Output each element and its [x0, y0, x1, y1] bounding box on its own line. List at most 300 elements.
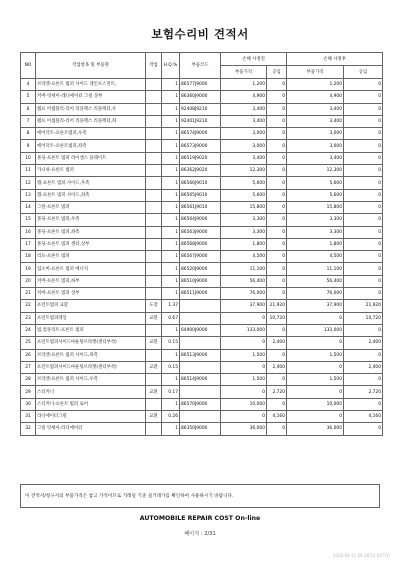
row-item-name: 프런트범퍼 교환	[36, 300, 146, 312]
row-part-code: 86511J9000	[180, 288, 221, 300]
row-part-code	[180, 411, 221, 423]
row-hq: 1	[162, 238, 180, 250]
row-parts-price-before: 0	[221, 386, 267, 398]
row-hq: 1	[162, 115, 180, 127]
row-part-code: 86564J9000	[180, 214, 221, 226]
row-labor-after: 21,920	[344, 300, 383, 312]
row-no: 17	[21, 238, 36, 250]
row-labor-after: 0	[344, 398, 383, 410]
row-parts-price-before: 36,000	[221, 423, 267, 435]
row-parts-price-after: 10,000	[287, 398, 344, 410]
row-labor-after: 0	[344, 177, 383, 189]
row-item-name: 프런트범퍼사이드마운팅브라켓(센더부착)	[36, 337, 146, 349]
row-hq: 1	[162, 165, 180, 177]
row-no: 28	[21, 374, 36, 386]
row-part-code: 86360J9000	[180, 91, 221, 103]
row-hq: 1	[162, 263, 180, 275]
row-part-code: 86574J9000	[180, 128, 221, 140]
row-labor-after: 0	[344, 349, 383, 361]
row-item-name: 몰딩-프론트 범퍼 라이센스 플레이트	[36, 152, 146, 164]
table-body	[21, 79, 383, 436]
header-after-assessment: 손해 사정후	[287, 53, 383, 66]
row-parts-price-before: 1,500	[221, 374, 267, 386]
row-parts-price-before: 0	[221, 337, 267, 349]
row-no: 27	[21, 361, 36, 373]
row-parts-price-after: 12,300	[287, 165, 344, 177]
row-item-name: 에어덕트-프론트범퍼,좌측	[36, 140, 146, 152]
row-hq: 0.26	[162, 411, 180, 423]
row-labor-before: 0	[267, 288, 287, 300]
row-work	[146, 201, 162, 213]
row-parts-price-after: 3,300	[287, 214, 344, 226]
row-labor-after: 0	[344, 238, 383, 250]
row-no: 26	[21, 349, 36, 361]
row-labor-after: 0	[344, 140, 383, 152]
row-parts-price-after: 1,500	[287, 349, 344, 361]
row-work	[146, 349, 162, 361]
table-row	[21, 238, 383, 250]
row-parts-price-before: 4,900	[221, 91, 267, 103]
row-parts-price-after: 37,900	[287, 300, 344, 312]
row-item-name: 프런트범퍼레일	[36, 312, 146, 324]
row-labor-after: 2,400	[344, 361, 383, 373]
table-row	[21, 423, 383, 435]
row-hq: 1	[162, 140, 180, 152]
row-hq: 1	[162, 91, 180, 103]
row-labor-after: 10,720	[344, 312, 383, 324]
row-labor-before: 0	[267, 140, 287, 152]
row-item-name: 몰딩-프론트 범퍼,좌측	[36, 226, 146, 238]
row-parts-price-before: 0	[221, 411, 267, 423]
row-parts-price-after: 3,400	[287, 103, 344, 115]
row-no: 16	[21, 226, 36, 238]
row-hq: 1.37	[162, 300, 180, 312]
row-labor-after: 0	[344, 165, 383, 177]
row-labor-before: 0	[267, 324, 287, 336]
row-no: 19	[21, 263, 36, 275]
row-item-name: 몰딩-프론트 범퍼,우측	[36, 214, 146, 226]
row-hq: 1	[162, 128, 180, 140]
row-parts-price-after: 3,300	[287, 226, 344, 238]
header-before-assessment: 손해 사정전	[221, 53, 287, 66]
row-parts-price-before: 0	[221, 361, 267, 373]
row-part-code: 86362J9020	[180, 165, 221, 177]
row-work: 교환	[146, 337, 162, 349]
row-labor-after: 0	[344, 115, 383, 127]
row-parts-price-before: 3,000	[221, 128, 267, 140]
row-parts-price-before: 3,400	[221, 103, 267, 115]
row-labor-after: 0	[344, 288, 383, 300]
row-labor-before: 0	[267, 177, 287, 189]
row-labor-after: 0	[344, 103, 383, 115]
header-labor-before: 공임	[267, 66, 287, 79]
row-hq: 1	[162, 398, 180, 410]
row-parts-price-after: 0	[287, 337, 344, 349]
row-parts-price-before: 3,400	[221, 152, 267, 164]
row-parts-price-before: 5,600	[221, 189, 267, 201]
row-labor-after: 0	[344, 263, 383, 275]
row-parts-price-after: 0	[287, 411, 344, 423]
row-item-name: 스티커너-프론트 범퍼 로어	[36, 398, 146, 410]
row-hq: 0.67	[162, 312, 180, 324]
row-item-name: 리프-프론트 범퍼	[36, 251, 146, 263]
row-work	[146, 91, 162, 103]
row-hq: 1	[162, 374, 180, 386]
header-part-code: 부품코드	[180, 53, 221, 79]
row-item-name: 라디에이터그릴	[36, 411, 146, 423]
row-work	[146, 140, 162, 152]
row-work	[146, 177, 162, 189]
row-hq: 1	[162, 79, 180, 91]
row-labor-before: 0	[267, 238, 287, 250]
row-no: 4	[21, 79, 36, 91]
row-hq: 1	[162, 189, 180, 201]
row-part-code: 86514J9000	[180, 374, 221, 386]
row-no: 23	[21, 312, 36, 324]
row-labor-before: 2,400	[267, 337, 287, 349]
row-part-code: 86570J9000	[180, 398, 221, 410]
row-labor-after: 2,400	[344, 337, 383, 349]
row-parts-price-after: 11,100	[287, 263, 344, 275]
row-labor-before: 10,720	[267, 312, 287, 324]
row-labor-after: 2,720	[344, 386, 383, 398]
row-work	[146, 398, 162, 410]
row-labor-after: 0	[344, 423, 383, 435]
page-number: 페이지 : 2/31	[184, 531, 216, 537]
row-labor-before: 0	[267, 91, 287, 103]
row-hq: 0.17	[162, 386, 180, 398]
row-item-name: 커버-프론트 범퍼 상부	[36, 288, 146, 300]
row-item-name: 램프 어셈블리-리어 리플렉스 리플렉터,좌	[36, 115, 146, 127]
row-parts-price-after: 1,200	[287, 79, 344, 91]
row-work	[146, 165, 162, 177]
row-work	[146, 226, 162, 238]
row-labor-before: 0	[267, 103, 287, 115]
row-parts-price-after: 3,000	[287, 140, 344, 152]
row-part-code: 86510J9000	[180, 275, 221, 287]
row-labor-after: 0	[344, 79, 383, 91]
header-parts-price-before: 부품가격	[221, 66, 267, 79]
row-hq: 1	[162, 288, 180, 300]
row-part-code	[180, 361, 221, 373]
header-item-name: 작업항목 및 부품명	[36, 53, 146, 79]
table-row	[21, 165, 383, 177]
row-labor-before: 0	[267, 226, 287, 238]
row-part-code: 86519J9020	[180, 152, 221, 164]
row-parts-price-before: 1,500	[221, 349, 267, 361]
row-hq: 1	[162, 324, 180, 336]
row-hq: 1	[162, 103, 180, 115]
row-item-name: 빔,컴플리트-프론트 범퍼	[36, 324, 146, 336]
row-no: 21	[21, 288, 36, 300]
row-labor-before: 0	[267, 128, 287, 140]
row-work	[146, 374, 162, 386]
header-work: 작업	[146, 53, 162, 79]
table-row	[21, 91, 383, 103]
row-hq: 1	[162, 226, 180, 238]
header-parts-price-after: 부품가격	[287, 66, 344, 79]
row-part-code	[180, 386, 221, 398]
row-parts-price-after: 3,400	[287, 115, 344, 127]
row-labor-after: 0	[344, 275, 383, 287]
row-parts-price-before: 1,200	[221, 79, 267, 91]
row-parts-price-after: 36,000	[287, 423, 344, 435]
row-no: 24	[21, 324, 36, 336]
row-parts-price-after: 1,800	[287, 238, 344, 250]
row-work: 교환	[146, 411, 162, 423]
table-row	[21, 275, 383, 287]
row-part-code: 86350J9000	[180, 423, 221, 435]
row-item-name: 램프 어셈블리-리어 리플렉스 리플렉터,우	[36, 103, 146, 115]
table-row	[21, 201, 383, 213]
table-row	[21, 288, 383, 300]
row-parts-price-after: 3,400	[287, 152, 344, 164]
row-hq: 1	[162, 177, 180, 189]
price-notice: 이 견적서/청구서의 부품가격은 참고 가격이므로 거래일 기준 실거래가를 확인하여 사용하시기 바랍니다.	[20, 484, 380, 508]
row-work	[146, 423, 162, 435]
row-no: 15	[21, 214, 36, 226]
table-row	[21, 312, 383, 324]
row-no: 30	[21, 398, 36, 410]
row-labor-before: 0	[267, 251, 287, 263]
row-part-code	[180, 300, 221, 312]
row-parts-price-after: 0	[287, 361, 344, 373]
row-item-name: 브라켓-프론트 범퍼 사이드,좌측	[36, 349, 146, 361]
row-part-code: 86567J9000	[180, 251, 221, 263]
row-labor-after: 0	[344, 91, 383, 103]
row-labor-before: 0	[267, 423, 287, 435]
row-work	[146, 152, 162, 164]
row-work	[146, 288, 162, 300]
table-row	[21, 214, 383, 226]
row-no: 14	[21, 201, 36, 213]
row-part-code: 86577J9000	[180, 79, 221, 91]
row-parts-price-before: 3,300	[221, 214, 267, 226]
row-work	[146, 128, 162, 140]
row-parts-price-after: 4,500	[287, 251, 344, 263]
row-parts-price-after: 0	[287, 386, 344, 398]
row-labor-before: 0	[267, 374, 287, 386]
row-labor-after: 4,160	[344, 411, 383, 423]
row-labor-before: 2,720	[267, 386, 287, 398]
row-parts-price-before: 3,400	[221, 115, 267, 127]
row-no: 20	[21, 275, 36, 287]
row-item-name: 그릴-프론트 범퍼	[36, 201, 146, 213]
row-hq: 1	[162, 349, 180, 361]
row-labor-before: 0	[267, 349, 287, 361]
row-parts-price-before: 12,300	[221, 165, 267, 177]
row-item-name: 프런트범퍼사이드마운팅브라켓(센더부착)	[36, 361, 146, 373]
row-work	[146, 103, 162, 115]
row-part-code: 64900J9000	[180, 324, 221, 336]
row-parts-price-after: 1,500	[287, 374, 344, 386]
row-work	[146, 189, 162, 201]
row-item-name: 에어덕트-프론트범퍼,우측	[36, 128, 146, 140]
row-labor-before: 21,920	[267, 300, 287, 312]
row-item-name: 스티커너	[36, 386, 146, 398]
row-labor-after: 0	[344, 324, 383, 336]
row-labor-before: 0	[267, 201, 287, 213]
row-labor-after: 0	[344, 374, 383, 386]
row-parts-price-before: 3,000	[221, 140, 267, 152]
row-labor-after: 0	[344, 128, 383, 140]
row-item-name: 커버-프론트 범퍼,하부	[36, 275, 146, 287]
row-hq: 0.15	[162, 337, 180, 349]
table-row	[21, 79, 383, 91]
table-row	[21, 374, 383, 386]
row-item-name: 몰딩-프론트 범퍼 센터,상부	[36, 238, 146, 250]
row-part-code: 86566J9010	[180, 177, 221, 189]
row-item-name: 캡-프론트 범퍼 사이드,좌측	[36, 189, 146, 201]
document-title: 보험수리비 견적서	[151, 27, 249, 41]
row-item-name: 브라켓-프론트 범퍼 사이드 레인포스먼트,	[36, 79, 146, 91]
row-part-code: 86520J9000	[180, 263, 221, 275]
row-work	[146, 238, 162, 250]
row-parts-price-after: 133,000	[287, 324, 344, 336]
row-item-name: 가니쉬-프론트 범퍼	[36, 165, 146, 177]
row-parts-price-after: 5,600	[287, 189, 344, 201]
table-row	[21, 128, 383, 140]
table-row	[21, 140, 383, 152]
table-row	[21, 152, 383, 164]
row-parts-price-after: 76,000	[287, 288, 344, 300]
row-labor-before: 4,160	[267, 411, 287, 423]
row-parts-price-before: 0	[221, 312, 267, 324]
row-part-code: 86561J9010	[180, 201, 221, 213]
row-item-name: 그릴 엇세이-라디에이터	[36, 423, 146, 435]
table-row	[21, 177, 383, 189]
header-labor-after: 공임	[344, 66, 383, 79]
table-row	[21, 386, 383, 398]
row-item-name: 브라켓-프론트 범퍼 사이드,우측	[36, 374, 146, 386]
row-part-code: 86573J9000	[180, 140, 221, 152]
row-work	[146, 251, 162, 263]
row-hq: 1	[162, 152, 180, 164]
row-no: 12	[21, 177, 36, 189]
row-hq: 1	[162, 423, 180, 435]
row-parts-price-before: 3,300	[221, 226, 267, 238]
row-parts-price-after: 0	[287, 312, 344, 324]
row-work: 교환	[146, 386, 162, 398]
header-no: NO	[21, 53, 36, 79]
row-no: 10	[21, 152, 36, 164]
row-hq: 1	[162, 251, 180, 263]
row-part-code: 92408J9210	[180, 103, 221, 115]
row-part-code: 92401J9210	[180, 115, 221, 127]
row-part-code: 86563J9000	[180, 226, 221, 238]
row-labor-before: 0	[267, 189, 287, 201]
row-labor-before: 0	[267, 115, 287, 127]
repair-cost-table	[20, 52, 383, 436]
row-parts-price-after: 56,400	[287, 275, 344, 287]
row-labor-before: 0	[267, 398, 287, 410]
row-no: 5	[21, 91, 36, 103]
row-parts-price-before: 56,400	[221, 275, 267, 287]
row-part-code	[180, 337, 221, 349]
table-row	[21, 226, 383, 238]
row-parts-price-before: 11,100	[221, 263, 267, 275]
row-parts-price-after: 5,600	[287, 177, 344, 189]
row-hq: 0.15	[162, 361, 180, 373]
row-work	[146, 263, 162, 275]
row-part-code: 86513J9000	[180, 349, 221, 361]
header-hq: H.Q.%	[162, 53, 180, 79]
row-parts-price-before: 1,800	[221, 238, 267, 250]
row-labor-after: 0	[344, 226, 383, 238]
row-no: 31	[21, 411, 36, 423]
row-work	[146, 214, 162, 226]
row-parts-price-before: 5,600	[221, 177, 267, 189]
row-parts-price-after: 15,800	[287, 201, 344, 213]
row-no: 6	[21, 103, 36, 115]
row-work: 도장	[146, 300, 162, 312]
timestamp-stamp: 2020-04-11 09:38:51 KST(1)	[332, 553, 390, 558]
row-labor-after: 0	[344, 189, 383, 201]
table-row	[21, 103, 383, 115]
row-parts-price-before: 10,000	[221, 398, 267, 410]
table-row	[21, 263, 383, 275]
row-parts-price-before: 37,900	[221, 300, 267, 312]
table-row	[21, 361, 383, 373]
row-labor-after: 0	[344, 214, 383, 226]
table-row	[21, 411, 383, 423]
row-labor-before: 0	[267, 275, 287, 287]
row-item-name: 업소버-프론트 범퍼 에너지	[36, 263, 146, 275]
table-row	[21, 300, 383, 312]
row-no: 11	[21, 165, 36, 177]
table-row	[21, 324, 383, 336]
table-row	[21, 189, 383, 201]
row-parts-price-after: 3,000	[287, 128, 344, 140]
row-part-code: 86565J9010	[180, 189, 221, 201]
row-labor-before: 0	[267, 263, 287, 275]
row-no: 8	[21, 128, 36, 140]
row-labor-before: 0	[267, 152, 287, 164]
row-item-name: 커버-엇세이-레디에이터 그릴 상부	[36, 91, 146, 103]
row-part-code: 86568J9000	[180, 238, 221, 250]
row-parts-price-before: 76,000	[221, 288, 267, 300]
row-labor-after: 0	[344, 251, 383, 263]
row-work	[146, 79, 162, 91]
row-labor-before: 0	[267, 214, 287, 226]
row-no: 18	[21, 251, 36, 263]
row-labor-before: 0	[267, 79, 287, 91]
table-row	[21, 251, 383, 263]
row-parts-price-before: 4,500	[221, 251, 267, 263]
row-part-code	[180, 312, 221, 324]
row-labor-after: 0	[344, 201, 383, 213]
table-row	[21, 337, 383, 349]
row-work	[146, 275, 162, 287]
row-item-name: 캡-프론트 범퍼 사이드,우측	[36, 177, 146, 189]
row-parts-price-before: 133,000	[221, 324, 267, 336]
row-hq: 1	[162, 214, 180, 226]
table-row	[21, 349, 383, 361]
row-parts-price-after: 4,900	[287, 91, 344, 103]
row-work	[146, 324, 162, 336]
row-work: 교환	[146, 312, 162, 324]
row-no: 13	[21, 189, 36, 201]
row-labor-before: 2,400	[267, 361, 287, 373]
row-no: 25	[21, 337, 36, 349]
row-work: 교환	[146, 361, 162, 373]
table-row	[21, 115, 383, 127]
row-labor-after: 0	[344, 152, 383, 164]
row-no: 22	[21, 300, 36, 312]
row-hq: 1	[162, 201, 180, 213]
row-labor-before: 0	[267, 165, 287, 177]
row-no: 7	[21, 115, 36, 127]
